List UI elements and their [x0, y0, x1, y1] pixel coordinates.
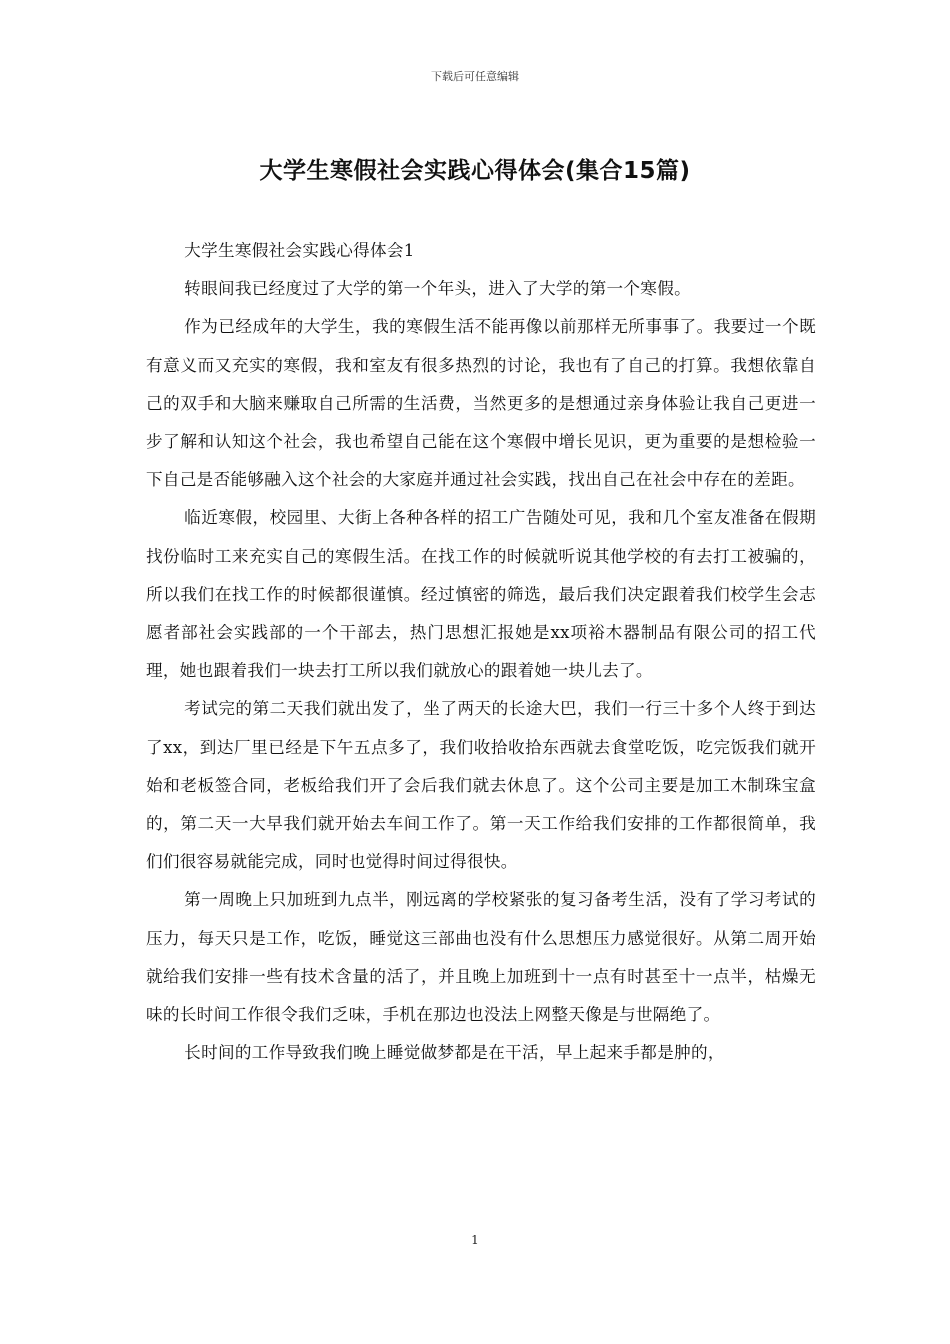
paragraph: 长时间的工作导致我们晚上睡觉做梦都是在干活，早上起来手都是肿的，: [184, 1043, 725, 1063]
paragraph: 作为已经成年的大学生，我的寒假生活不能再像以前那样无所事事了。我要过一个既有意义而又充实的寒假，我和室友有很多热烈的讨论，我也有了自己的打算。我想依靠自己的双手和大脑来赚取自己所需的生活费，当然更多的是想通过亲身体验让我自己更进一步了解和认知这个社会，我也希望自己能在这个寒假中增长见识，更为重要的是想检验一下自己是否能够融入这个社会的大家庭并通过社会实践，找出自己在社会中存在的差距。: [146, 317, 816, 490]
paragraph: 临近寒假，校园里、大街上各种各样的招工广告随处可见，我和几个室友准备在假期找份临时工来充实自己的寒假生活。在找工作的时候就听说其他学校的有去打工被骗的，所以我们在找工作的时候都很谨慎。经过慎密的筛选，最后我们决定跟着我们校学生会志愿者部社会实践部的一个干部去，热门思想汇报她是xx项裕木器制品有限公司的招工代理，她也跟着我们一块去打工所以我们就放心的跟着她一块儿去了。: [146, 508, 816, 681]
document-body: [146, 232, 816, 1072]
paragraph: 考试完的第二天我们就出发了，坐了两天的长途大巴，我们一行三十多个人终于到达了xx，到达厂里已经是下午五点多了，我们收拾收拾东西就去食堂吃饭，吃完饭我们就开始和老板签合同，老板给我们开了会后我们就去休息了。这个公司主要是加工木制珠宝盒的，第二天一大早我们就开始去车间工作了。第一天工作给我们安排的工作都很简单，我们们很容易就能完成，同时也觉得时间过得很快。: [146, 699, 816, 872]
paragraph-section-heading: 大学生寒假社会实践心得体会1: [184, 241, 415, 260]
page-number: 1: [471, 1233, 479, 1247]
paragraph: 转眼间我已经度过了大学的第一个年头，进入了大学的第一个寒假。: [184, 279, 691, 299]
paragraph: 第一周晚上只加班到九点半，刚远离的学校紧张的复习备考生活，没有了学习考试的压力，每天只是工作，吃饭，睡觉这三部曲也没有什么思想压力感觉很好。从第二周开始就给我们安排一些有技术含量的活了，并且晚上加班到十一点有时甚至十一点半，枯燥无味的长时间工作很令我们乏味，手机在那边也没法上网整天像是与世隔绝了。: [146, 890, 816, 1025]
header-note: 下载后可任意编辑: [431, 70, 519, 83]
document-title: 大学生寒假社会实践心得体会(集合15篇): [259, 158, 691, 184]
